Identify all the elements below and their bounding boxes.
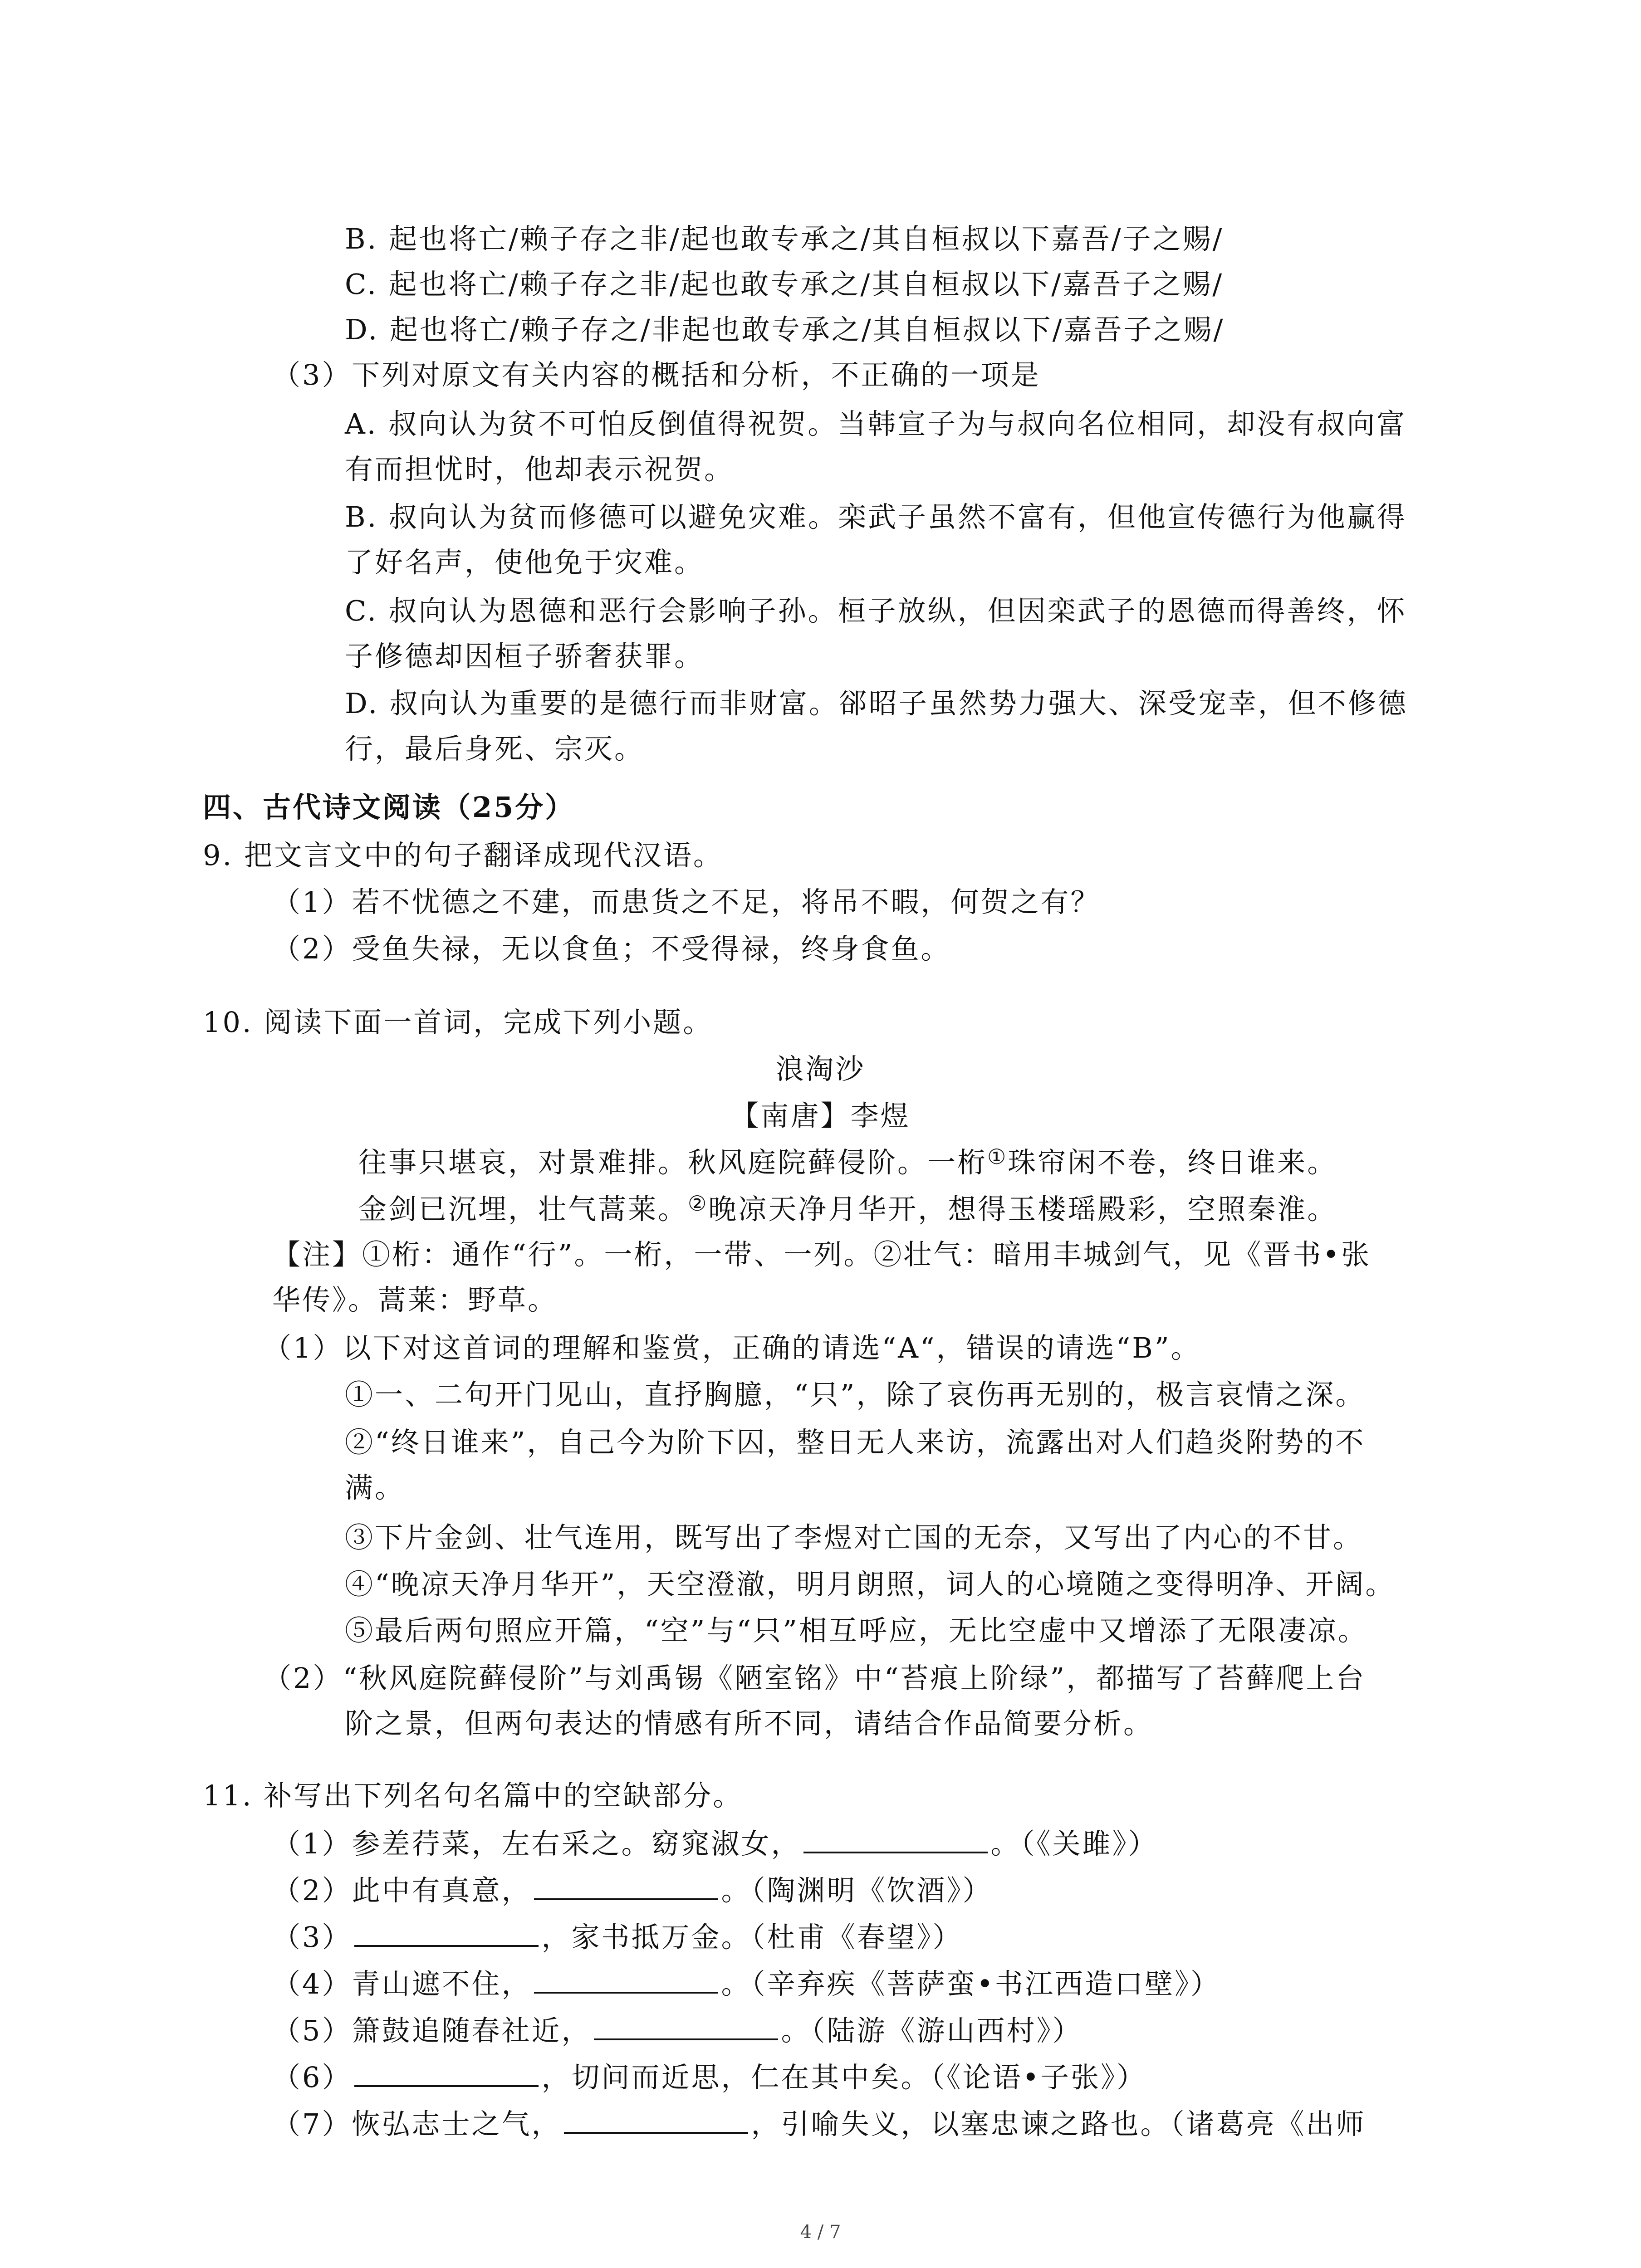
q11-item-text-before: 箫鼓追随春社近， <box>352 2014 592 2047</box>
q10-2-line2: 阶之景，但两句表达的情感有所不同，请结合作品简要分析。 <box>345 1707 1154 1740</box>
q9-stem: 9. 把文言文中的句子翻译成现代汉语。 <box>203 839 723 872</box>
answer-blank[interactable] <box>354 2058 539 2087</box>
answer-blank[interactable] <box>534 1965 718 1994</box>
q8-3-option-b-line2: 了好名声，使他免于灾难。 <box>345 546 705 579</box>
poem-line-2-part-a: 金剑已沉埋，壮气蒿莱。 <box>358 1193 688 1226</box>
q11-item-num: （7） <box>272 2107 352 2141</box>
q8-option-c: C. 起也将亡/赖子存之非/起也敢专承之/其自桓叔以下/嘉吾子之赐/ <box>345 268 1224 301</box>
poem-note-line-1: 【注】①桁：通作“行”。一桁，一带、一列。②壮气：暗用丰城剑气，见《晋书•张 <box>272 1238 1371 1271</box>
q9-item-1: （1）若不忧德之不建，而患货之不足，将吊不暇，何贺之有？ <box>272 885 1101 919</box>
q11-item-text-after: ，家书抵万金。（杜甫《春望》） <box>541 1921 963 1954</box>
q8-3-option-a-line2: 有而担忧时，他却表示祝贺。 <box>345 453 735 486</box>
q11-item-text-after: ，切问而近思，仁在其中矣。（《论语•子张》） <box>541 2061 1147 2094</box>
poem-line-1-part-a: 往事只堪哀，对景难排。秋风庭院藓侵阶。一桁 <box>358 1146 988 1179</box>
q11-item-num: （6） <box>272 2061 352 2094</box>
poem-line-1-part-b: 珠帘闲不卷，终日谁来。 <box>1008 1146 1337 1179</box>
q11-item-3 <box>272 1918 962 1955</box>
q8-option-d: D. 起也将亡/赖子存之/非起也敢专承之/其自桓叔以下/嘉吾子之赐/ <box>345 313 1225 346</box>
q11-item-text-before: 参差荇菜，左右采之。窈窕淑女， <box>352 1827 801 1860</box>
answer-blank[interactable] <box>564 2105 748 2134</box>
q11-item-num: （4） <box>272 1967 352 2000</box>
q8-option-b: B. 起也将亡/赖子存之非/起也敢专承之/其自桓叔以下嘉吾/子之赐/ <box>345 222 1224 255</box>
q11-item-text-before: 恢弘志士之气， <box>352 2107 562 2141</box>
q11-item-text-after: ，引喻失义，以塞忠谏之路也。（诸葛亮《出师 <box>751 2107 1366 2141</box>
q8-3-stem: （3）下列对原文有关内容的概括和分析，不正确的一项是 <box>272 358 1041 391</box>
poem-author: 【南唐】李煜 <box>730 1099 911 1132</box>
q11-item-text-after: 。（《关雎》） <box>990 1827 1158 1860</box>
poem-note-line-2: 华传》。蒿莱：野草。 <box>272 1283 558 1316</box>
answer-blank[interactable] <box>354 1918 539 1947</box>
q10-1-stem: （1）以下对这首词的理解和鉴赏，正确的请选“A“，错误的请选“B”。 <box>263 1331 1201 1364</box>
section-heading: 四、古代诗文阅读（25分） <box>203 791 575 824</box>
answer-blank[interactable] <box>594 2011 778 2040</box>
q8-3-option-c-line2: 子修德却因桓子骄奢获罪。 <box>345 640 705 673</box>
q10-2-line1: （2）“秋风庭院藓侵阶”与刘禹锡《陋室铭》中“苔痕上阶绿”，都描写了苔藓爬上台 <box>263 1662 1366 1695</box>
q11-item-num: （1） <box>272 1827 352 1860</box>
q11-item-num: （3） <box>272 1921 352 1954</box>
q10-stem: 10. 阅读下面一首词，完成下列小题。 <box>203 1006 713 1039</box>
poem-line-1 <box>358 1144 1337 1183</box>
poem-line-2-part-b: 晚凉天净月华开，想得玉楼瑶殿彩，空照秦淮。 <box>708 1193 1337 1226</box>
q11-item-num: （2） <box>272 1874 352 1907</box>
q11-item-text-after: 。（陶渊明《饮酒》） <box>721 1874 993 1907</box>
q10-1-item-2-line1: ②“终日谁来”，自己今为阶下囚，整日无人来访，流露出对人们趋炎附势的不 <box>345 1426 1366 1459</box>
q11-item-1 <box>272 1824 1158 1862</box>
poem-line-2 <box>358 1191 1337 1230</box>
q8-3-option-d-line2: 行，最后身死、宗灭。 <box>345 732 645 765</box>
q8-3-option-b-line1: B. 叔向认为贫而修德可以避免灾难。栾武子虽然不富有，但他宣传德行为他赢得 <box>345 500 1407 533</box>
footnote-mark-2: ② <box>688 1191 709 1216</box>
q10-1-item-3: ③下片金剑、壮气连用，既写出了李煜对亡国的无奈，又写出了内心的不甘。 <box>345 1521 1363 1554</box>
q10-1-item-5: ⑤最后两句照应开篇，“空”与“只”相互呼应，无比空虚中又增添了无限凄凉。 <box>345 1614 1368 1647</box>
q11-item-6 <box>272 2058 1146 2096</box>
q10-1-item-4: ④“晚凉天净月华开”，天空澄澈，明月朗照，词人的心境随之变得明净、开阔。 <box>345 1568 1396 1601</box>
q11-item-text-after: 。（辛弃疾《菩萨蛮•书江西造口壁》） <box>721 1967 1221 2000</box>
q11-stem: 11. 补写出下列名句名篇中的空缺部分。 <box>203 1779 743 1812</box>
q11-item-2 <box>272 1871 992 1909</box>
q11-item-7 <box>272 2105 1366 2142</box>
q11-item-text-before: 青山遮不住， <box>352 1967 532 2000</box>
answer-blank[interactable] <box>534 1871 718 1900</box>
q8-3-option-a-line1: A. 叔向认为贫不可怕反倒值得祝贺。当韩宣子为与叔向名位相同，却没有叔向富 <box>345 407 1407 440</box>
q10-1-item-1: ①一、二句开门见山，直抒胸臆，“只”，除了哀伤再无别的，极言哀情之深。 <box>345 1378 1366 1411</box>
q11-item-5 <box>272 2011 1082 2049</box>
q9-item-2: （2）受鱼失禄，无以食鱼；不受得禄，终身食鱼。 <box>272 932 951 965</box>
q11-item-4 <box>272 1965 1220 2002</box>
page-number: 4 / 7 <box>800 2222 841 2243</box>
q10-1-item-2-line2: 满。 <box>345 1471 405 1504</box>
footnote-mark-1: ① <box>987 1144 1008 1169</box>
q11-item-num: （5） <box>272 2014 352 2047</box>
q8-3-option-c-line1: C. 叔向认为恩德和恶行会影响子孙。桓子放纵，但因栾武子的恩德而得善终，怀 <box>345 594 1407 627</box>
q11-item-text-before: 此中有真意， <box>352 1874 532 1907</box>
q8-3-option-d-line1: D. 叔向认为重要的是德行而非财富。郤昭子虽然势力强大、深受宠幸，但不修德 <box>345 687 1408 720</box>
q11-item-text-after: 。（陆游《游山西村》） <box>781 2014 1083 2047</box>
answer-blank[interactable] <box>803 1824 988 1853</box>
poem-title: 浪淘沙 <box>775 1052 866 1085</box>
